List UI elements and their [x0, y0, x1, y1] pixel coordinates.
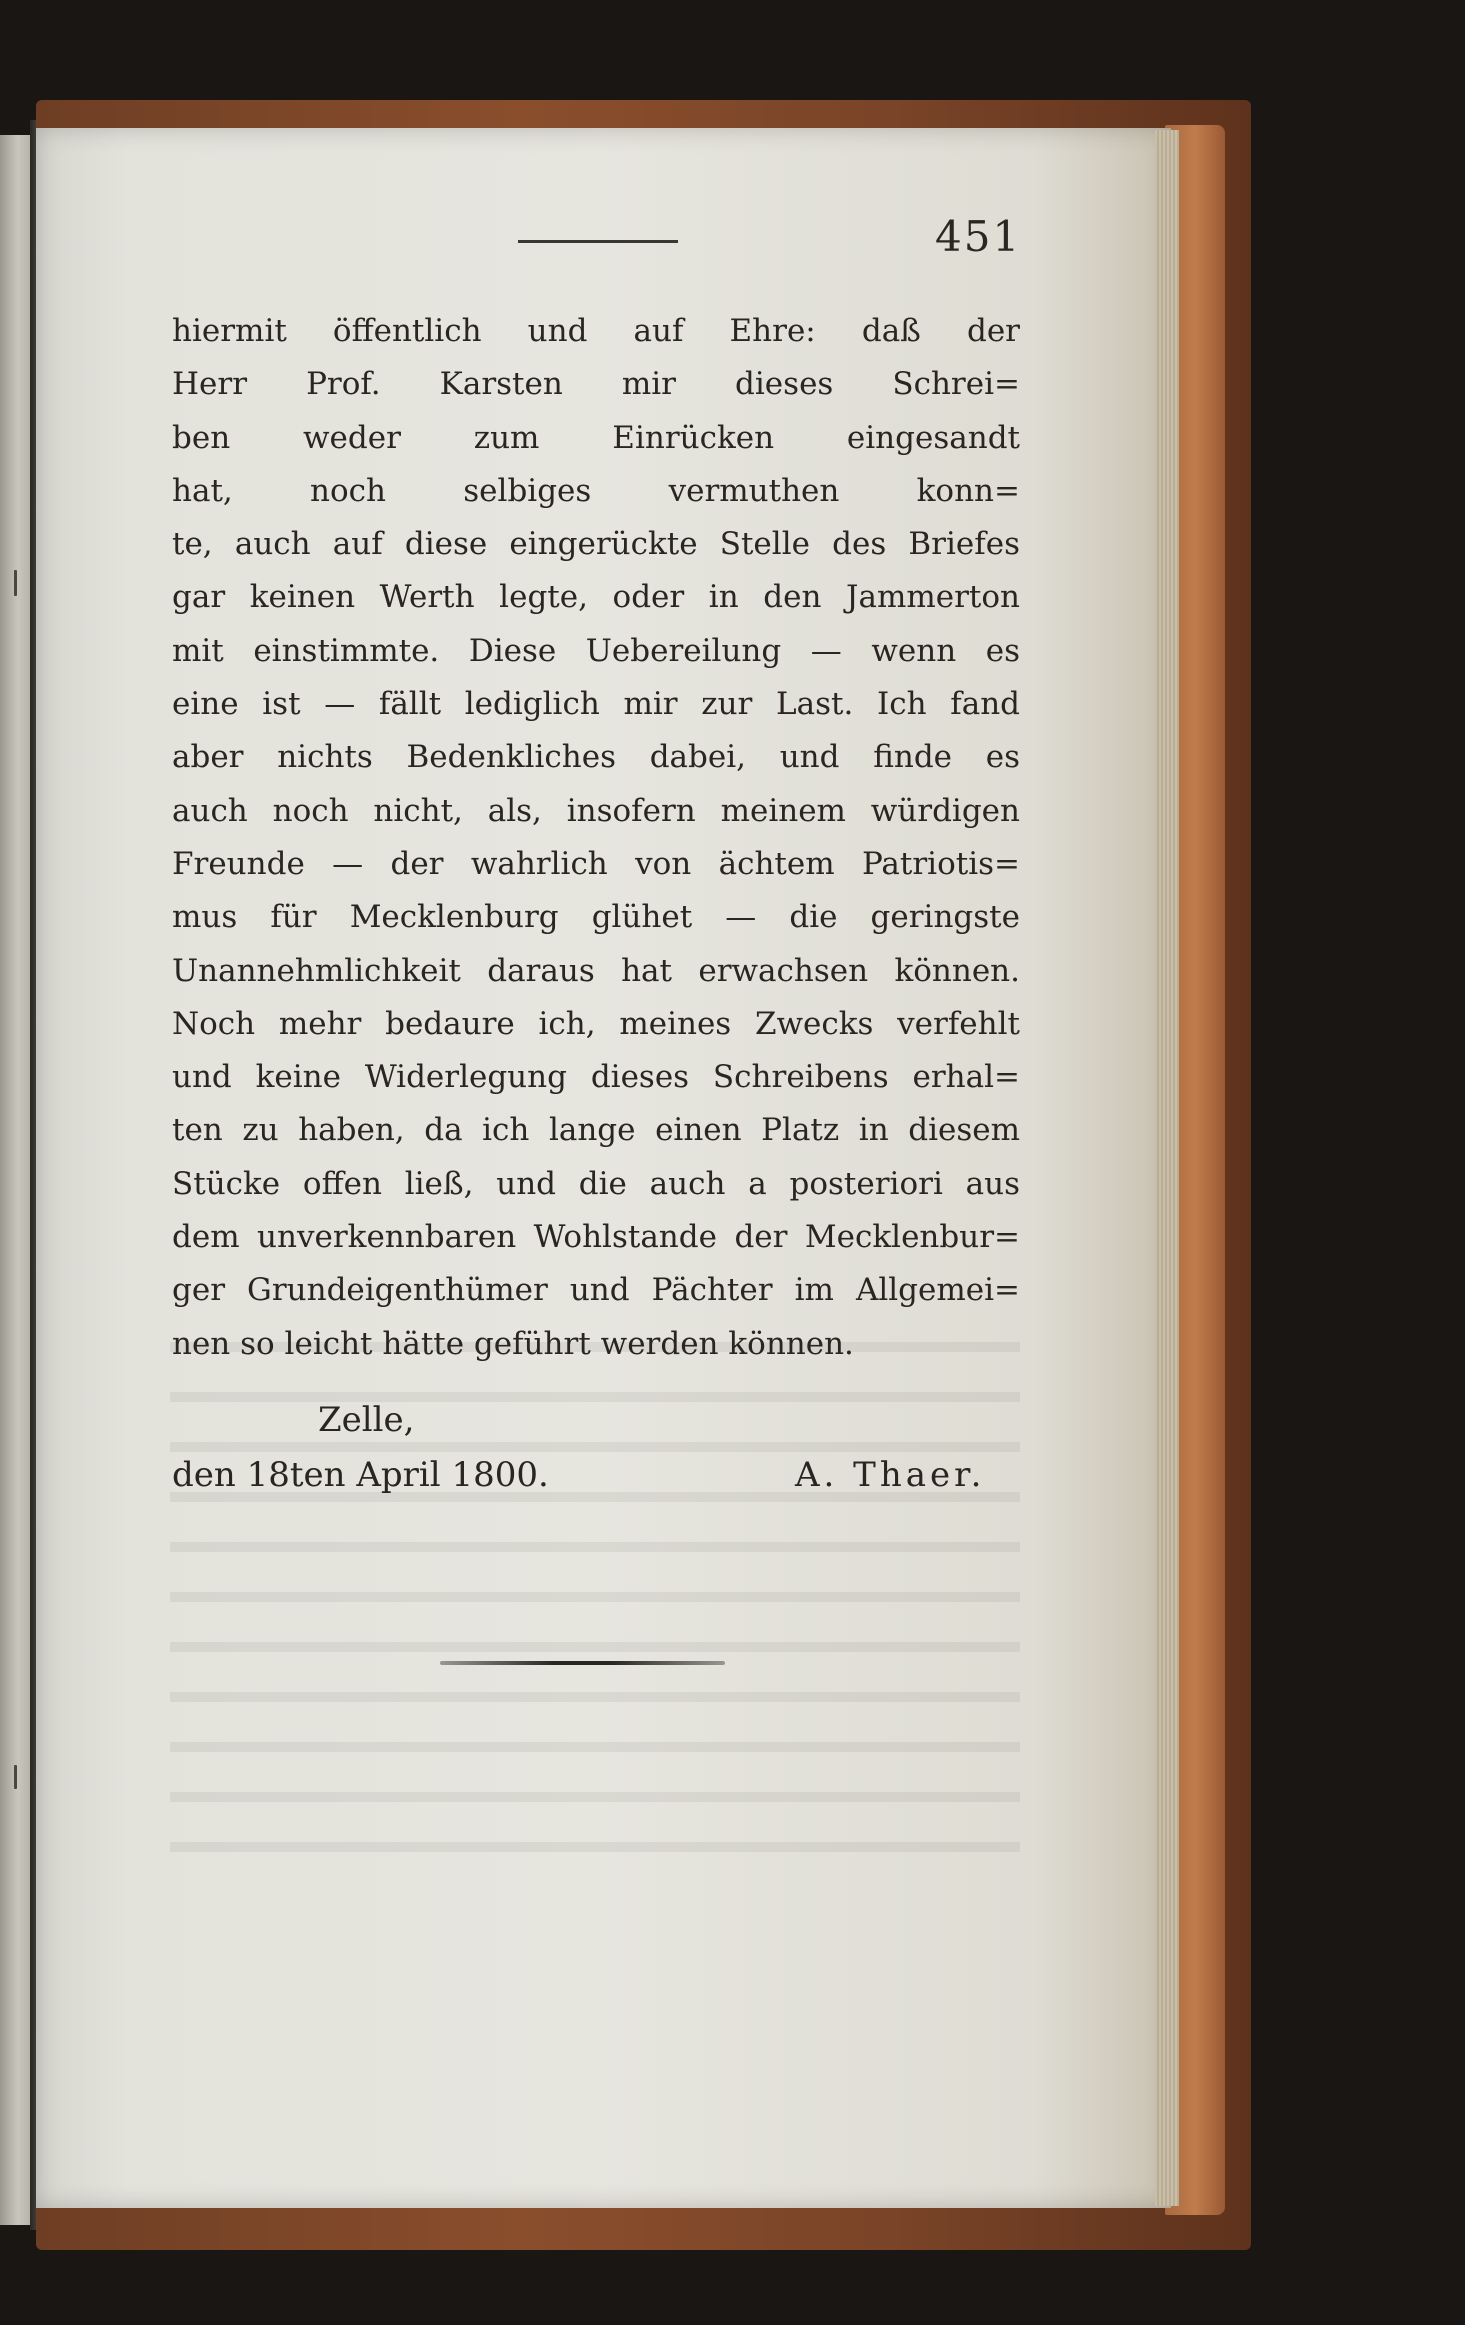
text-line: auch noch nicht, als, insofern meinem würdigen	[172, 792, 1020, 829]
page-number: 451	[935, 212, 1022, 261]
text-line: eine ist — fällt lediglich mir zur Last. Ich fand	[172, 686, 1020, 723]
text-line: dem unverkennbaren Wohlstande der Mecklenbur=	[172, 1219, 1020, 1256]
facing-page-edge	[0, 135, 30, 2225]
page-fore-edge	[1155, 130, 1179, 2206]
place: Zelle,	[318, 1400, 415, 1440]
text-line: und keine Widerlegung dieses Schreibens erhal=	[172, 1059, 1020, 1096]
text-line: mit einstimmte. Diese Uebereilung — wenn es	[172, 632, 1020, 669]
text-line: gar keinen Werth legte, oder in den Jammerton	[172, 579, 1020, 616]
margin-mark	[14, 570, 17, 596]
text-line: hiermit öffentlich und auf Ehre: daß der	[172, 313, 1020, 349]
text-line: ben weder zum Einrücken eingesandt	[172, 419, 1020, 456]
text-line: ten zu haben, da ich lange einen Platz in diesem	[172, 1112, 1020, 1149]
text-line: ger Grundeigenthümer und Pächter im Allgemei=	[172, 1272, 1020, 1309]
text-line: Freunde — der wahrlich von ächtem Patriotis=	[172, 845, 1020, 882]
signature: A. Thaer.	[795, 1455, 986, 1495]
closing-rule	[440, 1661, 725, 1665]
margin-mark	[14, 1765, 17, 1789]
date: den 18ten April 1800.	[172, 1455, 549, 1495]
text-line: Noch mehr bedaure ich, meines Zwecks verfehlt	[172, 1005, 1020, 1042]
text-line: Unannehmlichkeit daraus hat erwachsen können.	[172, 952, 1020, 989]
show-through-text	[170, 1320, 1020, 1880]
text-line: aber nichts Bedenkliches dabei, und finde es	[172, 739, 1020, 776]
text-line: Stücke offen ließ, und die auch a posteriori aus	[172, 1165, 1020, 1202]
body-text	[172, 305, 1020, 1371]
text-line: mus für Mecklenburg glühet — die geringste	[172, 899, 1020, 936]
text-line: te, auch auf diese eingerückte Stelle des Briefes	[172, 526, 1020, 563]
text-line: Herr Prof. Karsten mir dieses Schrei=	[172, 366, 1020, 403]
text-line: nen so leicht hätte geführt werden können.	[172, 1325, 854, 1362]
header-rule	[518, 240, 678, 243]
text-line: hat, noch selbiges vermuthen konn=	[172, 472, 1020, 509]
